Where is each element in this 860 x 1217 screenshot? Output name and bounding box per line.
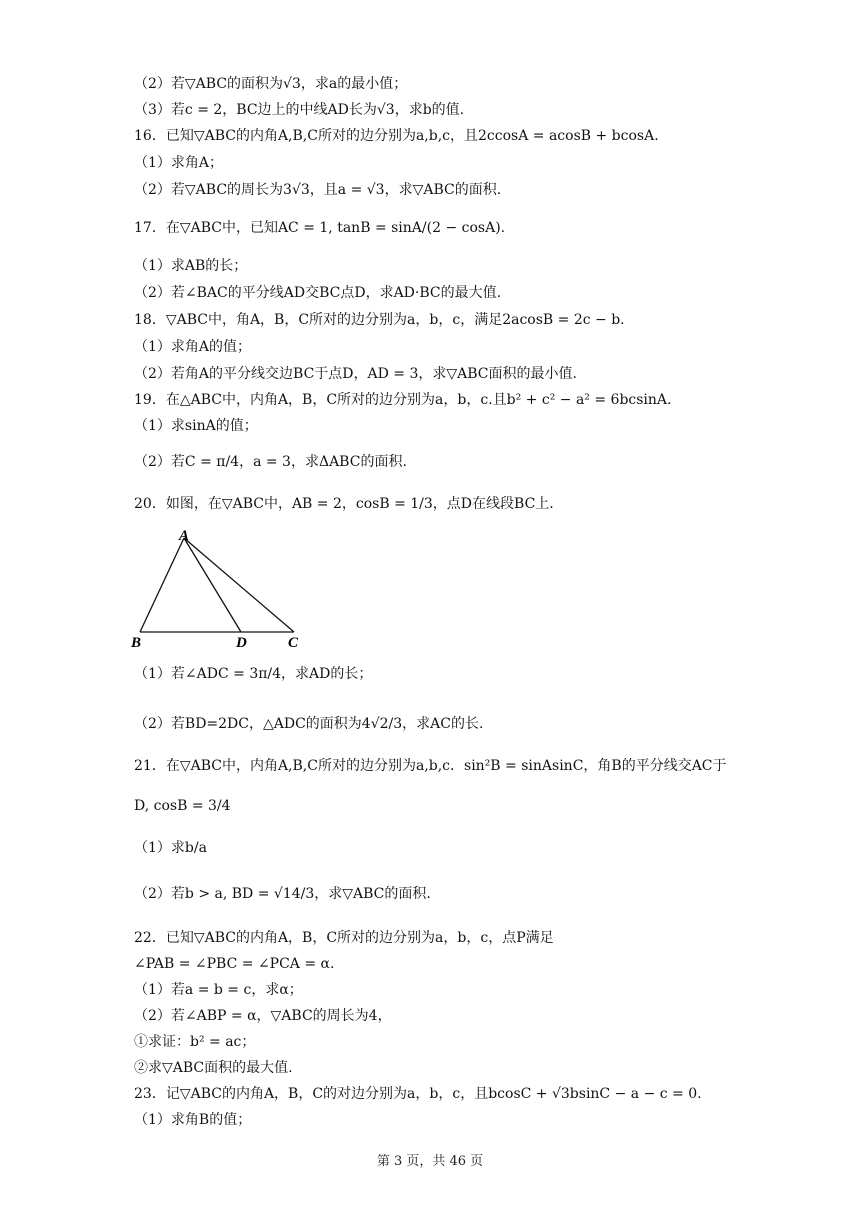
text-line: 20．如图，在▽ABC中，AB = 2，cosB = 1/3，点D在线段BC上. <box>134 496 554 512</box>
text-line: （1）若a = b = c，求α； <box>134 982 303 998</box>
side-ac <box>184 538 294 632</box>
text-line: （2）若BD=2DC，△ADC的面积为4√2/3，求AC的长. <box>134 716 484 732</box>
text-line: （2）若▽ABC的周长为3√3，且a = √3，求▽ABC的面积. <box>134 182 502 198</box>
side-ab <box>140 538 184 632</box>
text-line: （1）求角A的值； <box>134 339 252 355</box>
text-line: （2）若▽ABC的面积为√3，求a的最小值； <box>134 76 408 92</box>
text-line: （2）若角A的平分线交边BC于点D，AD = 3，求▽ABC面积的最小值. <box>134 366 577 382</box>
label-b: B <box>131 635 142 651</box>
text-line: 18．▽ABC中，角A，B，C所对的边分别为a，b，c，满足2acosB = 2c − b. <box>134 312 625 328</box>
text-line: 23．记▽ABC的内角A，B，C的对边分别为a，b，c，且bcosC + √3bsinC − a − c = 0. <box>134 1086 702 1102</box>
text-line: （2）若∠ABP = α，▽ABC的周长为4， <box>134 1008 392 1024</box>
text-line: （1）若∠ADC = 3π/4，求AD的长； <box>134 666 373 682</box>
text-line: 17．在▽ABC中，已知AC = 1, tanB = sinA/(2 − cosA). <box>134 220 506 236</box>
text-line: （2）若b > a, BD = √14/3，求▽ABC的面积. <box>134 886 431 902</box>
text-line: ①求证：b² = ac； <box>134 1034 256 1050</box>
text-line: ∠PAB = ∠PBC = ∠PCA = α. <box>134 956 335 972</box>
text-line: （1）求角A； <box>134 155 224 171</box>
segment-ad <box>184 538 241 632</box>
text-line: 21．在▽ABC中，内角A,B,C所对的边分别为a,b,c．sin²B = sinAsinC，角B的平分线交AC于 <box>134 758 727 774</box>
text-line: （1）求角B的值； <box>134 1112 252 1128</box>
label-a: A <box>179 528 190 544</box>
text-line: （1）求AB的长； <box>134 258 248 274</box>
label-d: D <box>236 635 247 651</box>
text-line: 19．在△ABC中，内角A，B，C所对的边分别为a，b，c.且b² + c² − a² = 6bcsinA. <box>134 392 672 408</box>
label-c: C <box>288 635 299 651</box>
triangle-figure <box>128 528 308 652</box>
text-line: 16．已知▽ABC的内角A,B,C所对的边分别为a,b,c，且2ccosA = acosB + bcosA. <box>134 128 659 144</box>
text-line: （2）若∠BAC的平分线AD交BC点D，求AD·BC的最大值. <box>134 285 502 301</box>
text-line: （1）求b/a <box>134 840 207 856</box>
text-line: ②求▽ABC面积的最大值. <box>134 1060 293 1076</box>
page-footer: 第 3 页，共 46 页 <box>376 1154 484 1169</box>
triangle-diagram <box>128 528 308 652</box>
text-line: （3）若c = 2，BC边上的中线AD长为√3，求b的值. <box>134 102 465 118</box>
text-line: 22．已知▽ABC的内角A，B，C所对的边分别为a，b，c，点P满足 <box>134 930 554 946</box>
text-line: （1）求sinA的值； <box>134 418 258 434</box>
text-line: D, cosB = 3/4 <box>134 798 231 814</box>
text-line: （2）若C = π/4，a = 3，求ΔABC的面积. <box>134 454 407 470</box>
